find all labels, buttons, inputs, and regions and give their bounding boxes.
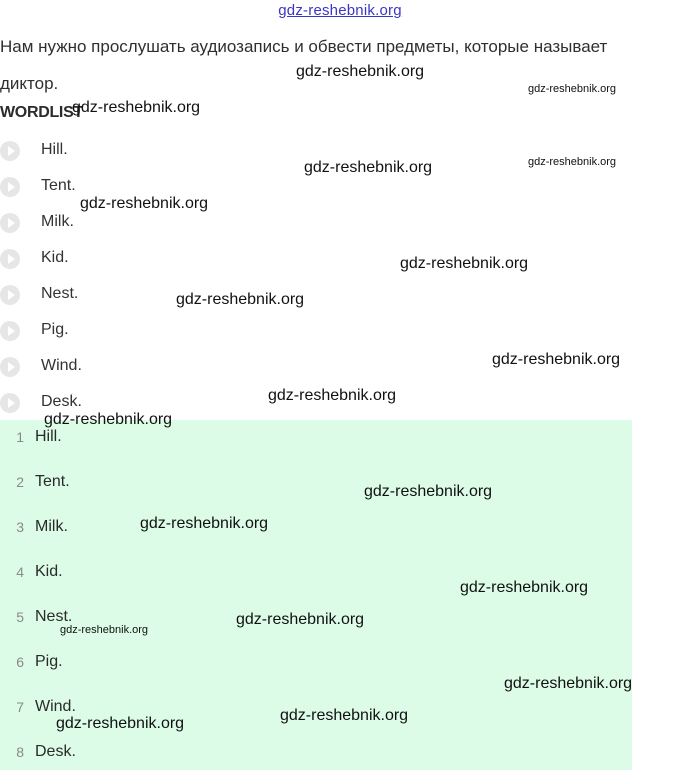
wordlist-word: Milk. bbox=[41, 213, 74, 230]
answer-number: 8 bbox=[16, 744, 24, 760]
wordlist bbox=[0, 134, 400, 422]
watermark: gdz-reshebnik.org bbox=[60, 624, 149, 636]
wordlist-item bbox=[0, 314, 400, 350]
watermark: gdz-reshebnik.org bbox=[460, 579, 589, 596]
answer-row bbox=[0, 735, 632, 780]
play-icon[interactable] bbox=[0, 213, 20, 233]
answer-word: Pig. bbox=[35, 653, 63, 670]
wordlist-word: Tent. bbox=[41, 177, 76, 194]
answer-word: Milk. bbox=[35, 518, 68, 535]
watermark: gdz-reshebnik.org bbox=[528, 83, 617, 95]
answer-word: Kid. bbox=[35, 563, 63, 580]
watermark: gdz-reshebnik.org bbox=[268, 387, 397, 404]
watermark: gdz-reshebnik.org bbox=[280, 707, 409, 724]
answer-word: Desk. bbox=[35, 743, 76, 760]
play-icon[interactable] bbox=[0, 357, 20, 377]
watermark: gdz-reshebnik.org bbox=[236, 611, 365, 628]
wordlist-word: Nest. bbox=[41, 285, 79, 302]
answer-number: 3 bbox=[16, 519, 24, 535]
watermark: gdz-reshebnik.org bbox=[140, 515, 269, 532]
watermark: gdz-reshebnik.org bbox=[80, 195, 209, 212]
wordlist-item bbox=[0, 350, 400, 386]
wordlist-heading: WORDLIST bbox=[0, 104, 83, 121]
play-icon[interactable] bbox=[0, 141, 20, 161]
wordlist-word: Hill. bbox=[41, 141, 68, 158]
wordlist-word: Kid. bbox=[41, 249, 69, 266]
answer-number: 2 bbox=[16, 474, 24, 490]
answer-word: Hill. bbox=[35, 428, 62, 445]
play-icon[interactable] bbox=[0, 249, 20, 269]
play-icon[interactable] bbox=[0, 177, 20, 197]
answer-number: 4 bbox=[16, 564, 24, 580]
wordlist-word: Wind. bbox=[41, 357, 82, 374]
answer-number: 6 bbox=[16, 654, 24, 670]
watermark: gdz-reshebnik.org bbox=[492, 351, 621, 368]
watermark: gdz-reshebnik.org bbox=[176, 291, 305, 308]
play-icon[interactable] bbox=[0, 285, 20, 305]
play-icon[interactable] bbox=[0, 393, 20, 413]
answer-number: 1 bbox=[16, 429, 24, 445]
answer-number: 7 bbox=[16, 699, 24, 715]
watermark: gdz-reshebnik.org bbox=[44, 411, 173, 428]
answer-number: 5 bbox=[16, 609, 24, 625]
watermark: gdz-reshebnik.org bbox=[56, 715, 185, 732]
watermark: gdz-reshebnik.org bbox=[364, 483, 493, 500]
answer-word: Nest. bbox=[35, 608, 73, 625]
watermark: gdz-reshebnik.org bbox=[504, 675, 633, 692]
answer-word: Tent. bbox=[35, 473, 70, 490]
wordlist-word: Desk. bbox=[41, 393, 82, 410]
answer-word: Wind. bbox=[35, 698, 76, 715]
wordlist-word: Pig. bbox=[41, 321, 69, 338]
wordlist-item bbox=[0, 242, 400, 278]
watermark: gdz-reshebnik.org bbox=[72, 99, 201, 116]
watermark: gdz-reshebnik.org bbox=[400, 255, 529, 272]
watermark: gdz-reshebnik.org bbox=[304, 159, 433, 176]
play-icon[interactable] bbox=[0, 321, 20, 341]
watermark: gdz-reshebnik.org bbox=[528, 156, 617, 168]
instruction-text: Нам нужно прослушать аудиозапись и обвести предметы, которые называет диктор. bbox=[0, 37, 608, 93]
answer-row bbox=[0, 510, 632, 555]
site-link[interactable]: gdz-reshebnik.org bbox=[278, 2, 402, 19]
answer-row bbox=[0, 465, 632, 510]
watermark: gdz-reshebnik.org bbox=[296, 63, 425, 80]
